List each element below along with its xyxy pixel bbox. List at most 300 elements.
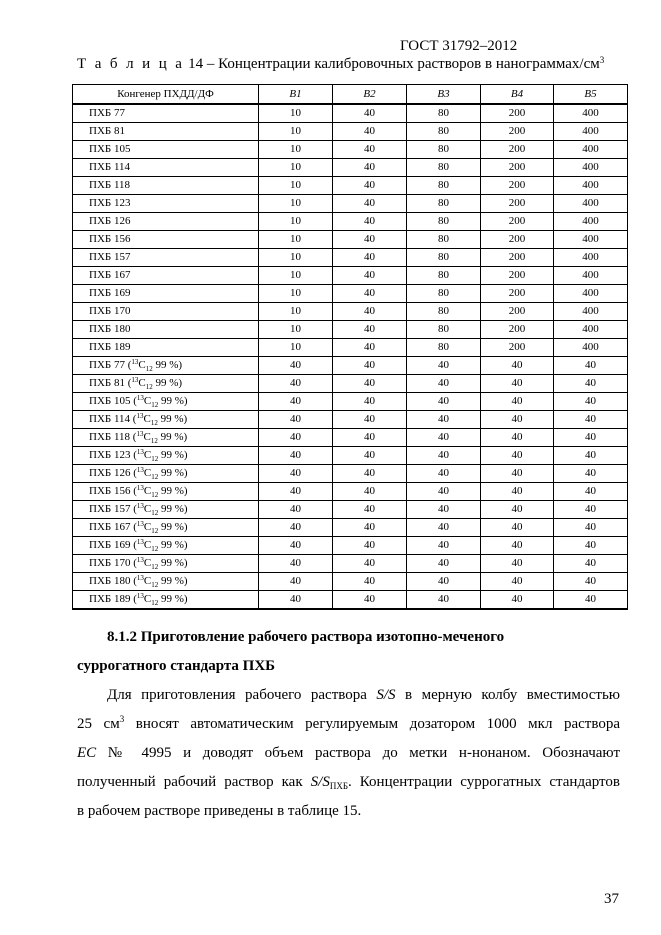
value-cell-b2: 40 [333, 519, 407, 537]
value-cell-b4: 40 [481, 375, 554, 393]
value-cell-b3: 80 [407, 141, 481, 159]
table-row [73, 591, 628, 610]
congener-name: ПХБ 114 [89, 161, 131, 173]
value-cell-b2: 40 [333, 104, 407, 123]
value-cell-b1: 40 [259, 519, 333, 537]
label-sub: 12 [151, 490, 159, 499]
value-cell-b5: 400 [554, 339, 628, 357]
value-cell-b1: 40 [259, 501, 333, 519]
text-run: полученный рабочий раствор как [77, 774, 311, 790]
congener-cell [73, 249, 259, 267]
value-cell-b3: 40 [407, 447, 481, 465]
congener-name: ПХБ 167 [89, 520, 131, 533]
value-cell-b5: 40 [554, 429, 628, 447]
text-run: Для приготовления рабочего раствора [107, 687, 377, 703]
value-cell-b3: 40 [407, 555, 481, 573]
congener-cell [73, 537, 259, 555]
label-iso: 13 [136, 483, 144, 492]
paragraph-line [77, 716, 620, 733]
value-cell-b5: 400 [554, 104, 628, 123]
value-cell-b1: 10 [259, 249, 333, 267]
congener-cell [73, 465, 259, 483]
paragraph-line [77, 745, 620, 762]
congener-name: ПХБ 170 [89, 305, 131, 317]
table-row [73, 483, 628, 501]
label-sub: 12 [145, 382, 153, 391]
label-sub: 12 [151, 454, 159, 463]
value-cell-b2: 40 [333, 591, 407, 610]
congener-name: ПХБ 180 [89, 323, 131, 335]
congener-cell [73, 483, 259, 501]
value-cell-b4: 40 [481, 501, 554, 519]
label-purity: 99 %) [152, 376, 183, 389]
value-cell-b2: 40 [333, 537, 407, 555]
value-cell-b5: 400 [554, 267, 628, 285]
label-purity: 99 %) [158, 448, 188, 461]
paragraph-line [77, 774, 620, 791]
label-open: ( [130, 430, 137, 443]
value-cell-b1: 40 [259, 375, 333, 393]
value-cell-b4: 40 [481, 357, 554, 375]
value-cell-b4: 40 [481, 411, 554, 429]
value-cell-b1: 40 [259, 393, 333, 411]
value-cell-b5: 40 [554, 483, 628, 501]
column-header-b3: В3 [407, 85, 481, 105]
value-cell-b2: 40 [333, 555, 407, 573]
congener-cell [73, 159, 259, 177]
label-elem: C [143, 430, 151, 443]
section-heading-line1: 8.1.2 Приготовление рабочего раствора изотопно-меченого [107, 629, 505, 645]
superscript: 3 [119, 714, 125, 724]
value-cell-b2: 40 [333, 321, 407, 339]
value-cell-b1: 40 [259, 591, 333, 610]
caption-text: 14 – Концентрации калибровочных растворов в нанограммах/см [188, 56, 600, 72]
label-open: ( [130, 484, 137, 497]
congener-cell [73, 447, 259, 465]
value-cell-b5: 400 [554, 249, 628, 267]
value-cell-b4: 200 [481, 321, 554, 339]
congener-cell [73, 411, 259, 429]
value-cell-b3: 40 [407, 411, 481, 429]
value-cell-b2: 40 [333, 465, 407, 483]
congener-cell [73, 393, 259, 411]
text-run: в мерную колбу вместимостью [395, 687, 620, 703]
label-elem: C [143, 448, 152, 461]
value-cell-b1: 40 [259, 573, 333, 591]
label-open: ( [124, 358, 132, 371]
value-cell-b1: 10 [259, 177, 333, 195]
value-cell-b3: 40 [407, 537, 481, 555]
label-purity: 99 %) [158, 574, 188, 587]
congener-cell [73, 555, 259, 573]
label-sub: 12 [150, 436, 158, 445]
label-open: ( [130, 592, 137, 605]
value-cell-b4: 200 [481, 213, 554, 231]
value-cell-b4: 40 [481, 591, 554, 610]
value-cell-b3: 40 [407, 591, 481, 610]
label-purity: 99 %) [157, 412, 188, 425]
value-cell-b1: 40 [259, 465, 333, 483]
label-iso: 13 [136, 447, 144, 456]
table-row [73, 447, 628, 465]
value-cell-b3: 80 [407, 303, 481, 321]
label-sub: 12 [151, 544, 159, 553]
value-cell-b4: 200 [481, 285, 554, 303]
text-run-italic: S/S [310, 774, 330, 790]
value-cell-b1: 10 [259, 267, 333, 285]
table-row [73, 339, 628, 357]
value-cell-b2: 40 [333, 411, 407, 429]
value-cell-b3: 80 [407, 321, 481, 339]
value-cell-b2: 40 [333, 285, 407, 303]
label-elem: C [143, 538, 152, 551]
table-row [73, 375, 628, 393]
value-cell-b5: 40 [554, 501, 628, 519]
congener-name: ПХБ 189 [89, 341, 131, 353]
text-run-italic: S/S [376, 687, 396, 703]
label-elem: C [143, 520, 152, 533]
label-purity: 99 %) [158, 592, 188, 605]
value-cell-b3: 80 [407, 267, 481, 285]
value-cell-b5: 400 [554, 177, 628, 195]
label-sub: 12 [145, 364, 153, 373]
text-run: . Концентрации суррогатных стандартов [348, 774, 620, 790]
value-cell-b2: 40 [333, 393, 407, 411]
value-cell-b5: 400 [554, 285, 628, 303]
label-iso: 13 [136, 555, 144, 564]
value-cell-b4: 40 [481, 537, 554, 555]
label-open: ( [130, 448, 137, 461]
value-cell-b4: 40 [481, 393, 554, 411]
value-cell-b2: 40 [333, 231, 407, 249]
value-cell-b5: 400 [554, 141, 628, 159]
value-cell-b1: 10 [259, 141, 333, 159]
value-cell-b1: 40 [259, 555, 333, 573]
value-cell-b5: 40 [554, 519, 628, 537]
congener-name: ПХБ 167 [89, 269, 131, 281]
label-purity: 99 %) [152, 358, 183, 371]
value-cell-b5: 40 [554, 357, 628, 375]
value-cell-b1: 40 [259, 447, 333, 465]
congener-cell [73, 195, 259, 213]
label-sub: 12 [151, 598, 159, 607]
label-elem: C [143, 412, 151, 425]
congener-name: ПХБ 180 [89, 574, 131, 587]
value-cell-b5: 400 [554, 123, 628, 141]
label-iso: 13 [136, 501, 144, 510]
congener-name: ПХБ 81 [89, 376, 125, 389]
value-cell-b5: 40 [554, 393, 628, 411]
label-elem: C [143, 502, 152, 515]
value-cell-b3: 80 [407, 213, 481, 231]
value-cell-b3: 40 [407, 483, 481, 501]
label-iso: 13 [136, 519, 144, 528]
value-cell-b4: 200 [481, 303, 554, 321]
value-cell-b1: 10 [259, 213, 333, 231]
label-purity: 99 %) [158, 466, 188, 479]
table-row [73, 141, 628, 159]
value-cell-b2: 40 [333, 195, 407, 213]
value-cell-b4: 200 [481, 141, 554, 159]
label-purity: 99 %) [158, 556, 188, 569]
label-open: ( [130, 574, 137, 587]
value-cell-b4: 200 [481, 249, 554, 267]
text-run: 25 см [77, 716, 120, 732]
table-row [73, 177, 628, 195]
value-cell-b4: 200 [481, 267, 554, 285]
value-cell-b4: 40 [481, 465, 554, 483]
congener-cell [73, 375, 259, 393]
congener-name: ПХБ 114 [89, 412, 131, 425]
label-elem: C [138, 376, 146, 389]
value-cell-b1: 40 [259, 483, 333, 501]
column-header-congener: Конгенер ПХДД/ДФ [73, 85, 259, 105]
label-open: ( [130, 556, 137, 569]
value-cell-b2: 40 [333, 501, 407, 519]
standard-number: ГОСТ 31792–2012 [400, 38, 518, 54]
table-row [73, 537, 628, 555]
label-sub: 12 [151, 580, 159, 589]
value-cell-b2: 40 [333, 339, 407, 357]
value-cell-b5: 400 [554, 231, 628, 249]
congener-cell [73, 339, 259, 357]
value-cell-b3: 80 [407, 195, 481, 213]
label-iso: 13 [136, 411, 144, 420]
value-cell-b2: 40 [333, 123, 407, 141]
congener-name: ПХБ 126 [89, 466, 131, 479]
table-row [73, 465, 628, 483]
congener-name: ПХБ 118 [89, 179, 131, 191]
caption-prefix: Т а б л и ц а [77, 56, 185, 72]
value-cell-b5: 40 [554, 375, 628, 393]
calibration-table [72, 84, 628, 610]
value-cell-b5: 400 [554, 159, 628, 177]
value-cell-b5: 40 [554, 411, 628, 429]
congener-cell [73, 123, 259, 141]
value-cell-b2: 40 [333, 429, 407, 447]
label-open: ( [130, 412, 137, 425]
value-cell-b4: 200 [481, 195, 554, 213]
table-row [73, 393, 628, 411]
label-elem: C [143, 466, 152, 479]
table-row [73, 195, 628, 213]
table-row [73, 555, 628, 573]
congener-name: ПХБ 156 [89, 233, 131, 245]
congener-cell [73, 321, 259, 339]
congener-name: ПХБ 118 [89, 430, 131, 443]
label-open: ( [130, 538, 137, 551]
value-cell-b3: 40 [407, 465, 481, 483]
congener-name: ПХБ 157 [89, 502, 131, 515]
value-cell-b3: 80 [407, 339, 481, 357]
value-cell-b3: 40 [407, 573, 481, 591]
congener-cell [73, 177, 259, 195]
value-cell-b4: 200 [481, 177, 554, 195]
value-cell-b4: 40 [481, 519, 554, 537]
congener-cell [73, 141, 259, 159]
value-cell-b4: 40 [481, 447, 554, 465]
value-cell-b4: 200 [481, 339, 554, 357]
label-sub: 12 [151, 526, 159, 535]
section-heading-line2: суррогатного стандарта ПХБ [77, 658, 276, 674]
page-number: 37 [604, 891, 619, 907]
congener-cell [73, 519, 259, 537]
text-run-italic: EC [77, 745, 97, 761]
label-purity: 99 %) [158, 538, 188, 551]
value-cell-b2: 40 [333, 447, 407, 465]
congener-cell [73, 573, 259, 591]
table-body [73, 104, 628, 609]
column-header-b1: В1 [259, 85, 333, 105]
congener-name: ПХБ 170 [89, 556, 131, 569]
table-caption [77, 56, 604, 73]
congener-cell [73, 501, 259, 519]
value-cell-b1: 40 [259, 429, 333, 447]
value-cell-b3: 80 [407, 231, 481, 249]
label-elem: C [138, 358, 146, 371]
congener-name: ПХБ 126 [89, 215, 131, 227]
value-cell-b2: 40 [333, 267, 407, 285]
value-cell-b3: 40 [407, 375, 481, 393]
label-elem: C [143, 556, 152, 569]
table-row [73, 519, 628, 537]
label-sub: 12 [151, 400, 159, 409]
value-cell-b5: 40 [554, 537, 628, 555]
label-sub: 12 [150, 418, 158, 427]
congener-name: ПХБ 105 [89, 394, 131, 407]
value-cell-b2: 40 [333, 249, 407, 267]
congener-name: ПХБ 189 [89, 592, 131, 605]
label-iso: 13 [131, 375, 139, 384]
caption-sup: 3 [599, 55, 605, 65]
label-iso: 13 [131, 357, 139, 366]
value-cell-b2: 40 [333, 303, 407, 321]
value-cell-b2: 40 [333, 375, 407, 393]
label-elem: C [143, 574, 152, 587]
value-cell-b1: 10 [259, 123, 333, 141]
congener-cell [73, 591, 259, 610]
table-row [73, 267, 628, 285]
value-cell-b5: 400 [554, 195, 628, 213]
label-open: ( [130, 520, 137, 533]
congener-cell [73, 104, 259, 123]
congener-name: ПХБ 169 [89, 287, 131, 299]
value-cell-b5: 40 [554, 591, 628, 610]
congener-cell [73, 213, 259, 231]
value-cell-b2: 40 [333, 159, 407, 177]
value-cell-b4: 200 [481, 104, 554, 123]
congener-cell [73, 231, 259, 249]
table-row [73, 501, 628, 519]
table-row [73, 159, 628, 177]
value-cell-b3: 80 [407, 123, 481, 141]
value-cell-b1: 10 [259, 195, 333, 213]
congener-name: ПХБ 123 [89, 448, 131, 461]
label-iso: 13 [136, 537, 144, 546]
table-header-row [73, 85, 628, 105]
label-elem: C [143, 394, 152, 407]
value-cell-b4: 200 [481, 159, 554, 177]
column-header-b5: В5 [554, 85, 628, 105]
label-purity: 99 %) [158, 520, 188, 533]
label-iso: 13 [136, 573, 144, 582]
value-cell-b5: 40 [554, 447, 628, 465]
label-open: ( [130, 394, 137, 407]
label-open: ( [130, 466, 137, 479]
congener-cell [73, 285, 259, 303]
value-cell-b3: 40 [407, 429, 481, 447]
congener-name: ПХБ 157 [89, 251, 131, 263]
value-cell-b3: 40 [407, 519, 481, 537]
value-cell-b3: 40 [407, 393, 481, 411]
value-cell-b1: 40 [259, 357, 333, 375]
table-row [73, 429, 628, 447]
label-open: ( [124, 376, 132, 389]
table-row [73, 411, 628, 429]
congener-cell [73, 429, 259, 447]
congener-name: ПХБ 169 [89, 538, 131, 551]
label-sub: 12 [151, 472, 159, 481]
table-row [73, 303, 628, 321]
text-run: вносят автоматическим регулируемым дозатором 1000 мкл раствора [124, 716, 620, 732]
label-elem: C [143, 592, 152, 605]
table-row [73, 321, 628, 339]
value-cell-b4: 40 [481, 429, 554, 447]
congener-cell [73, 357, 259, 375]
congener-cell [73, 267, 259, 285]
value-cell-b4: 40 [481, 555, 554, 573]
label-purity: 99 %) [158, 502, 188, 515]
label-iso: 13 [136, 591, 144, 600]
label-open: ( [130, 502, 137, 515]
congener-cell [73, 303, 259, 321]
label-purity: 99 %) [157, 430, 188, 443]
value-cell-b1: 40 [259, 537, 333, 555]
label-sub: 12 [151, 508, 159, 517]
label-purity: 99 %) [158, 394, 188, 407]
value-cell-b2: 40 [333, 573, 407, 591]
value-cell-b1: 10 [259, 104, 333, 123]
column-header-b4: В4 [481, 85, 554, 105]
label-iso: 13 [136, 465, 144, 474]
value-cell-b5: 40 [554, 555, 628, 573]
label-purity: 99 %) [158, 484, 188, 497]
value-cell-b4: 200 [481, 231, 554, 249]
table-row [73, 285, 628, 303]
value-cell-b4: 40 [481, 573, 554, 591]
value-cell-b1: 10 [259, 285, 333, 303]
value-cell-b3: 80 [407, 159, 481, 177]
value-cell-b3: 40 [407, 501, 481, 519]
value-cell-b3: 80 [407, 285, 481, 303]
table-row [73, 573, 628, 591]
value-cell-b5: 400 [554, 213, 628, 231]
value-cell-b5: 40 [554, 465, 628, 483]
value-cell-b2: 40 [333, 483, 407, 501]
value-cell-b1: 10 [259, 159, 333, 177]
value-cell-b4: 40 [481, 483, 554, 501]
label-iso: 13 [136, 393, 144, 402]
value-cell-b1: 40 [259, 411, 333, 429]
value-cell-b3: 80 [407, 249, 481, 267]
table-row [73, 213, 628, 231]
value-cell-b4: 200 [481, 123, 554, 141]
table-row [73, 104, 628, 123]
value-cell-b1: 10 [259, 321, 333, 339]
table-row [73, 231, 628, 249]
value-cell-b1: 10 [259, 339, 333, 357]
value-cell-b1: 10 [259, 231, 333, 249]
